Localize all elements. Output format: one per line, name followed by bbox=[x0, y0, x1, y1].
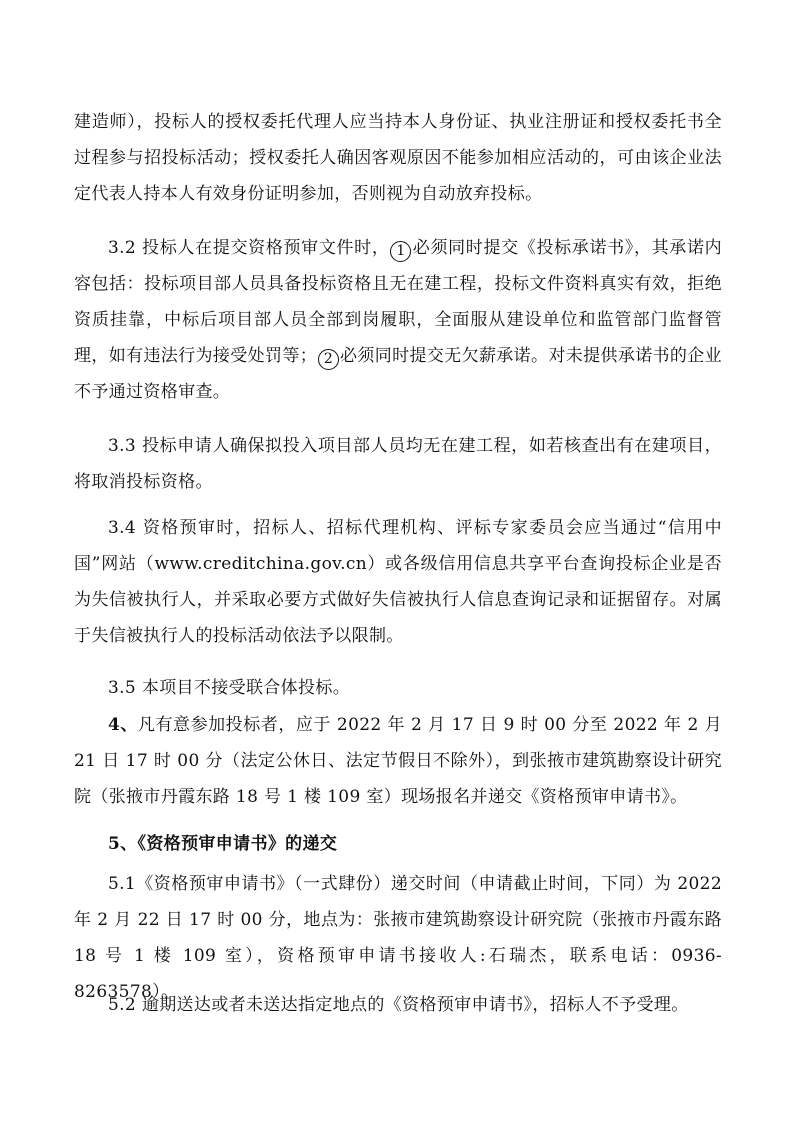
paragraph-4 bbox=[74, 707, 722, 815]
paragraph-text: 凡有意参加投标者，应于 2022 年 2 月 17 日 9 时 00 分至 2022 年 2 月 21 日 17 时 00 分（法定公休日、法定节假日不除外），到张掖市建筑勘察设计研究院（张掖市丹霞东路 18 号 1 楼 109 室）现场报名并递交《资格预审申请书》。 bbox=[74, 715, 722, 807]
paragraph-text: 3.3 投标申请人确保拟投入项目部人员均无在建工程，如若核查出有在建项目，将取消投标资格。 bbox=[74, 436, 722, 492]
paragraph-text: 3.4 资格预审时，招标人、招标代理机构、评标专家委员会应当通过“信用中国”网站（www.creditchina.gov.cn）或各级信用信息共享平台查询投标企业是否为失信被执行人，并采取必要方式做好失信被执行人信息查询记录和证据留存。对属于失信被执行人的投标活动依法予以限制。 bbox=[74, 518, 722, 646]
paragraph-3-5 bbox=[74, 670, 722, 706]
paragraph-text: 必须同时提交无欠薪承诺。对未提供承诺书的企业不予通过资格审查。 bbox=[74, 346, 722, 402]
circled-number-2: 2 bbox=[318, 349, 339, 370]
paragraph-text: 5.2 逾期送达或者未送达指定地点的《资格预审申请书》，招标人不予受理。 bbox=[108, 995, 689, 1015]
paragraph-text: 建造师），投标人的授权委托代理人应当持本人身份证、执业注册证和授权委托书全过程参与招投标活动；授权委托人确因客观原因不能参加相应活动的，可由该企业法定代表人持本人有效身份证明参加，否则视为自动放弃投标。 bbox=[74, 112, 722, 204]
paragraph-3-4 bbox=[74, 510, 722, 654]
paragraph-5-2 bbox=[74, 987, 722, 1023]
paragraph-text: 必须同时提交《投标承诺书》，其承诺内容包括：投标项目部人员具备投标资格且无在建工程，投标文件资料真实有效，拒绝资质挂靠，中标后项目部人员全部到岗履职，全面服从建设单位和监管部门监督管理，如有违法行为接受处罚等； bbox=[74, 238, 722, 366]
paragraph-text: 5.1《资格预审申请书》（一式肆份）递交时间（申请截止时间，下同）为 2022 年 2 月 22 日 17 时 00 分，地点为：张掖市建筑勘察设计研究院（张掖市丹霞东路 18 号 1 楼 109 室），资格预审申请书接收人:石瑞杰，联系电话：0936-8263578）。 bbox=[74, 874, 722, 1002]
paragraph-3-3 bbox=[74, 428, 722, 500]
paragraph-authorized-agent bbox=[74, 104, 722, 212]
circled-number-1: 1 bbox=[390, 241, 411, 262]
section-heading-5: 5、《资格预审申请书》的递交 bbox=[108, 834, 338, 854]
paragraph-text: 3.2 投标人在提交资格预审文件时， bbox=[108, 238, 390, 258]
paragraph-text: 3.5 本项目不接受联合体投标。 bbox=[108, 678, 351, 698]
paragraph-3-2 bbox=[74, 230, 722, 410]
section-number: 4、 bbox=[108, 715, 138, 735]
